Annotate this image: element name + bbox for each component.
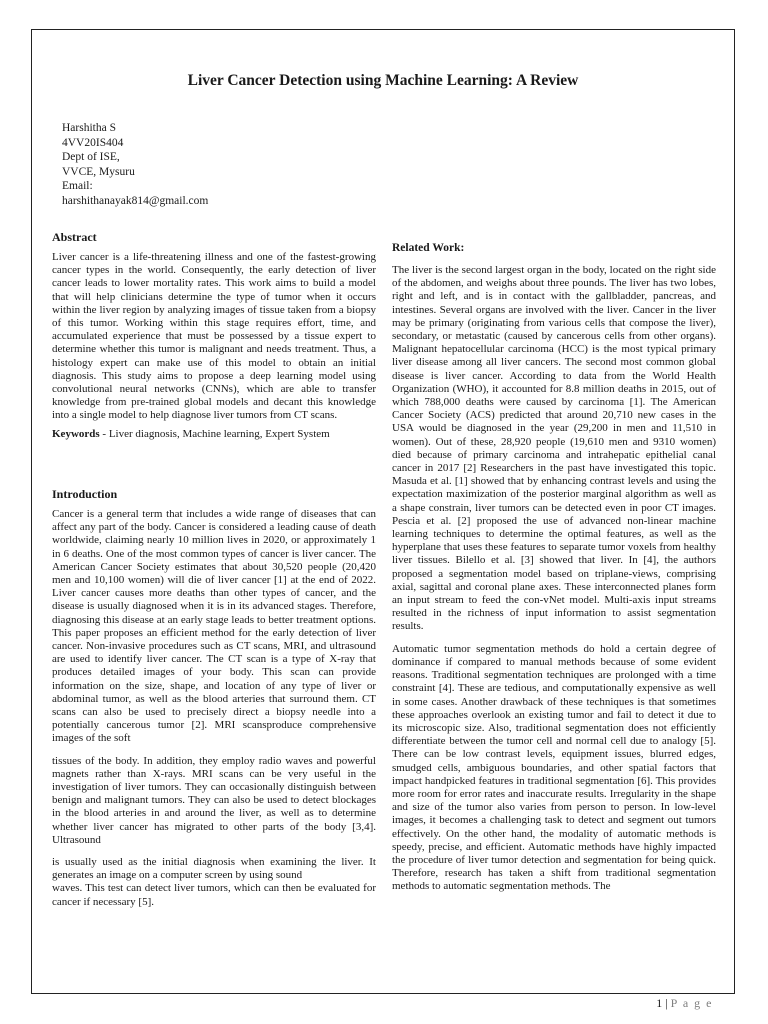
intro-paragraph-3b: waves. This test can detect liver tumors, which can then be evaluated for cancer if necessary [5]. [52, 882, 376, 908]
abstract-section [52, 251, 376, 441]
author-email-label: Email: [62, 180, 93, 192]
related-work-paragraph-2: Automatic tumor segmentation methods do hold a certain degree of dominance if compared to manual methods because of some evident reasons. Traditional segmentation techniques are prolonged with a time constraint [4]. These are tedious, and computationally expensive as well in some cases. Another drawback of these techniques is that sometimes these approaches overlook an existing tumor and fail to detect it due to its microscopic size. Also, traditional segmentation does not efficiently differentiate between the tumor cell and normal cell due to analogy [5]. There can be low contrast levels, equipment issues, blurred edges, smudged cells, ambiguous boundaries, and other spatial factors that impact handpicked features in traditional segmentation [6]. This provides more room for error rates and inaccurate results. Irregularity in the shape and size of the tumor also varies from person to person. In low-level images, it becomes a challenging task to detect and segment out tumors effectively. On the other hand, the modality of automatic methods is speedy, precise, and efficient. Automatic methods have highly impacted the procedure of liver tumor detection and segmentation for being quick. Therefore, research has taken a shift from traditional segmentation methods to automatic segmentation methods. The [392, 642, 716, 893]
page-footer [656, 996, 713, 1011]
related-work-paragraph-1: The liver is the second largest organ in the body, located on the right side of the abdomen, and weighs about three pounds. The liver has two lobes, right and left, and is in contact with the gallbladder, pancreas, and intestines. Several organs are involved with the liver. Cancer in the liver may be primary (originating from various cells that compose the liver), secondary, or metastatic (caused by cancerous cells from other organs). Malignant hepatocellular carcinoma (HCC) is the most typical primary liver disease among all liver cancers. The second most common global disease is liver cancer. According to data from the World Health Organization (WHO), it accounted for 8.8 million deaths in 2015, out of which 788,000 deaths were caused by carcinoma [1]. The American Cancer Society (ACS) predicted that around 20,710 new cases in the USA would be diagnosed in the year (29,200 in men and 11,510 in women). Out of these, 28,920 people (19,610 men and 9310 women) died because of primary carcinoma and intrahepatic epithelial canal cancer in 2017 [2] Researchers in the past have investigated this topic. Masuda et al. [1] showed that by enhancing contrast levels and using the expectation maximization of the posterior marginal algorithm as well as a shape constrain, liver tumors can be detected even in poor CT images. Pescia et al. [2] proposed the use of advanced non-linear machine learning techniques to determine the optimal features, as well as the hyperplane that uses these features to separate tumor voxels from healthy liver tissues. Bilello et al. [3] showed that liver. In [4], the authors proposed a segmentation model based on triplane-views, comprising axial, sagittal and coronal plane axes. These interconnected planes form an input stream to feed the con-vNet model. Multi-axis input streams resulted in the richness of input information to assist segmentation results. [392, 264, 716, 633]
page-number: 1 [656, 996, 663, 1010]
related-work-section [392, 264, 716, 894]
abstract-text: Liver cancer is a life-threatening illness and one of the fastest-growing cancer types in the world. Consequently, the early detection of liver cancer leads to lower mortality rates. This work aims to build a model that will help clinicians determine the type of tumor when it occurs within the liver region by analyzing images of tissue taken from a biopsy of this tumor. Working within this stage requires effort, time, and accumulated experience that must be possessed by a tissue expert to determine whether this tumor is malignant and needs treatment. Thus, a histology expert can make use of this model to obtain an initial diagnosis. This study aims to propose a deep learning model using convolutional neural networks (CNNs), which are able to transfer knowledge from pre-trained global models and decant this knowledge into a single model to help diagnose liver tumors from CT scans. [52, 251, 376, 422]
introduction-section [52, 508, 376, 909]
author-name: Harshitha S [62, 122, 116, 134]
keywords-line [52, 428, 376, 441]
intro-paragraph-1: Cancer is a general term that includes a wide range of diseases that can affect any part of the body. Cancer is considered a leading cause of death worldwide, claiming nearly 10 million lives in 2020, or approximately 1 in 6 deaths. One of the most common types of cancer is liver cancer. The American Cancer Society estimates that about 30,520 people (20,420 men and 10,100 women) will die of liver cancer [1] at the end of 2022. Liver cancer causes more deaths than other types of cancer, and the disease is usually diagnosed when it is in its advanced stages. Therefore, diagnosing this disease at an early stage leads to better treatment options. This paper proposes an efficient method for the early detection of liver cancer. Non-invasive procedures such as CT scans, MRI, and ultrasound are used to identify liver cancer. The CT scan is a type of X-ray that produces detailed images of your body. This scan can provide information on the size, shape, and location of any type of liver or abdominal tumor, as well as the blood arteries that surround them. CT scans can also be used to precisely direct a biopsy needle into a potentially cancerous tumor [2]. MRI scansproduce comprehensive images of the soft [52, 508, 376, 745]
paper-title: Liver Cancer Detection using Machine Learning: A Review [187, 72, 579, 89]
intro-paragraph-2: tissues of the body. In addition, they employ radio waves and powerful magnets rather than X-rays. MRI scans can be very useful in the investigation of liver tumors. They can occasionally distinguish between benign and malignant tumors. They can also be used to detect blockages in the blood arteries in and around the liver, as well as to determine whether liver cancer has migrated to other parts of the body [3,4]. Ultrasound [52, 754, 376, 846]
page-separator: | [662, 996, 671, 1010]
intro-paragraph-3a: is usually used as the initial diagnosis when examining the liver. It generates an image on a computer screen by using sound [52, 856, 376, 882]
introduction-heading: Introduction [52, 487, 118, 501]
author-institution: VVCE, Mysuru [62, 165, 135, 178]
author-id: 4VV20IS404 [62, 136, 124, 149]
author-email: harshithanayak814@gmail.com [62, 194, 209, 207]
keywords-label: Keywords [52, 427, 100, 440]
author-dept: Dept of ISE, [62, 151, 120, 163]
keywords-text: - Liver diagnosis, Machine learning, Expert System [99, 427, 330, 440]
related-work-heading: Related Work: [392, 242, 465, 254]
author-block [62, 121, 208, 208]
page-label: P a g e [670, 996, 713, 1010]
abstract-heading: Abstract [52, 230, 97, 244]
